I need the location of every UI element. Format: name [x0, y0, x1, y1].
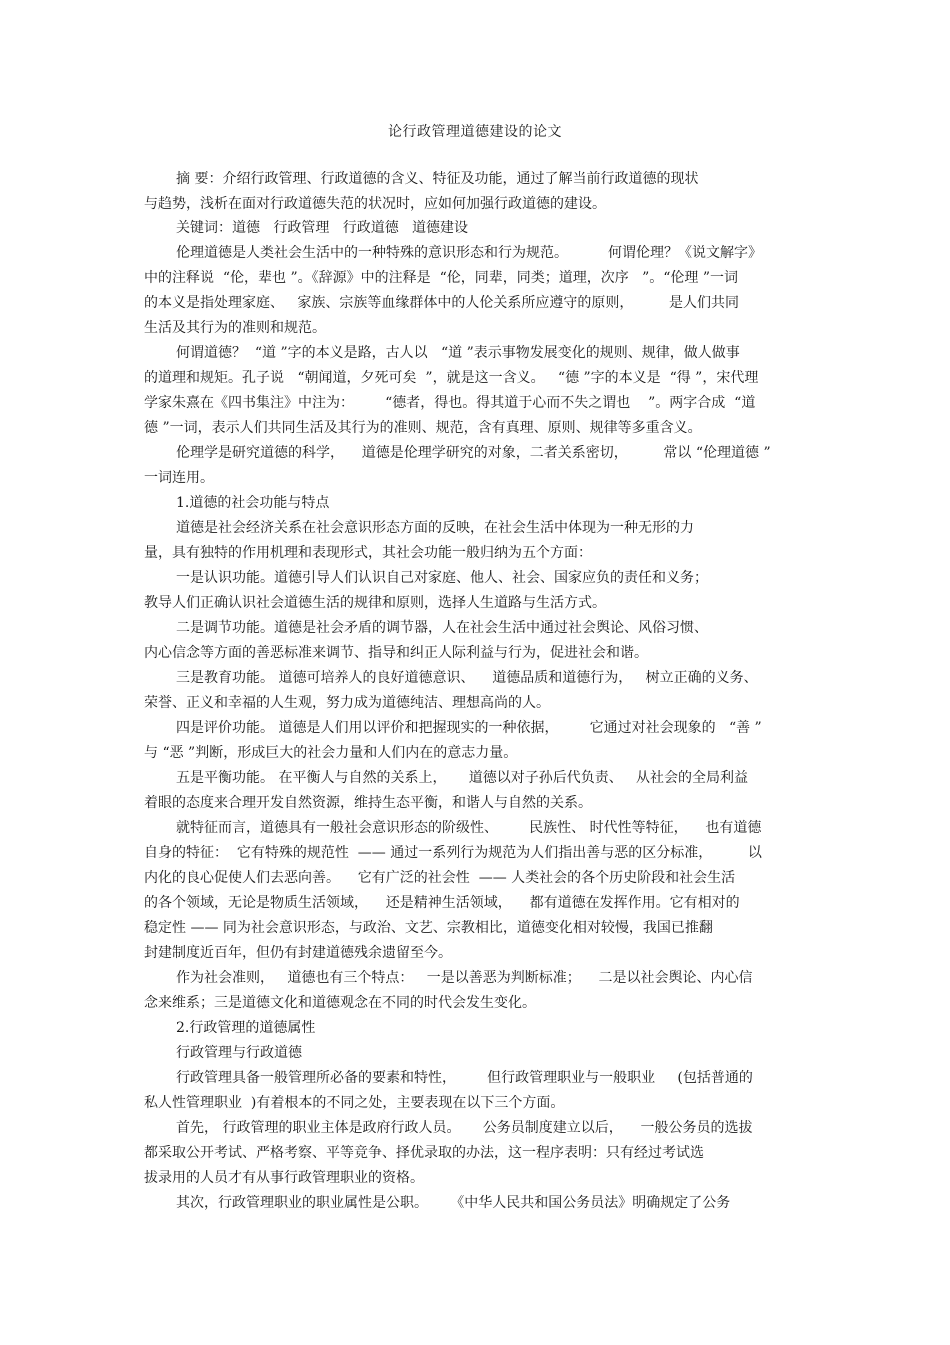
paragraph-line: 生活及其行为的准则和规范。: [144, 320, 326, 336]
paragraph-line: 德 ”一词，表示人们共同生活及其行为的准则、规范，含有真理、原则、规律等多重含义。: [144, 420, 702, 436]
paragraph-line: 行政管理具备一般管理所必备的要素和特性， 但行政管理职业与一般职业 (包括普通的: [176, 1070, 753, 1086]
paragraph-line: 与 “恶 ”判断，形成巨大的社会力量和人们内在的意志力量。: [144, 745, 518, 761]
paragraph-line: 五是平衡功能。 在平衡人与自然的关系上， 道德以对子孙后代负责、 从社会的全局利益: [176, 770, 749, 786]
paragraph-line: 的各个领域，无论是物质生活领域， 还是精神生活领域， 都有道德在发挥作用。它有相对的: [144, 895, 740, 911]
paragraph-line: 内化的良心促使人们去恶向善。 它有广泛的社会性 —— 人类社会的各个历史阶段和社会生活: [144, 870, 736, 886]
subsection-heading: 行政管理与行政道德: [176, 1045, 302, 1061]
paragraph-line: 就特征而言，道德具有一般社会意识形态的阶级性、 民族性、 时代性等特征， 也有道德: [176, 820, 762, 836]
paragraph-line: 其次，行政管理职业的职业属性是公职。 《中华人民共和国公务员法》明确规定了公务: [176, 1195, 731, 1211]
paragraph-line: 中的注释说 “伦，辈也 ”。《辞源》中的注释是 “伦，同辈，同类；道理，次序 ”。“伦理 ”一词: [144, 270, 738, 286]
paragraph-line: 道德是社会经济关系在社会意识形态方面的反映，在社会生活中体现为一种无形的力: [176, 520, 694, 536]
abstract-line-2: 与趋势，浅析在面对行政道德失范的状况时，应如何加强行政道德的建设。: [144, 196, 606, 212]
paragraph-line: 首先， 行政管理的职业主体是政府行政人员。 公务员制度建立以后， 一般公务员的选拔: [176, 1120, 753, 1136]
paragraph-line: 何谓道德？ “道 ”字的本义是路，古人以 “道 ”表示事物发展变化的规则、规律，做人做事: [176, 345, 740, 361]
paragraph-line: 作为社会准则， 道德也有三个特点： 一是以善恶为判断标准； 二是以社会舆论、内心信: [176, 970, 753, 986]
paragraph-line: 教导人们正确认识社会道德生活的规律和原则，选择人生道路与生活方式。: [144, 595, 606, 611]
paragraph-line: 一词连用。: [144, 470, 214, 486]
paragraph-line: 量，具有独特的作用机理和表现形式，其社会功能一般归纳为五个方面：: [144, 545, 592, 561]
section-heading-2: 2.行政管理的道德属性: [176, 1020, 316, 1036]
paragraph-line: 都采取公开考试、严格考察、平等竞争、择优录取的办法，这一程序表明：只有经过考试选: [144, 1145, 704, 1161]
paragraph-line: 稳定性 —— 同为社会意识形态，与政治、文艺、宗教相比，道德变化相对较慢，我国已推翻: [144, 920, 713, 936]
keywords-line: 关键词：道德 行政管理 行政道德 道德建设: [176, 220, 469, 236]
document-title: 论行政管理道德建设的论文: [388, 124, 562, 140]
abstract-line-1: 摘 要：介绍行政管理、行政道德的含义、特征及功能，通过了解当前行政道德的现状: [176, 171, 699, 187]
paragraph-line: 的本义是指处理家庭、 家族、宗族等血缘群体中的人伦关系所应遵守的原则， 是人们共同: [144, 295, 739, 311]
paragraph-line: 伦理学是研究道德的科学， 道德是伦理学研究的对象，二者关系密切， 常以 “伦理道德 ”: [176, 445, 771, 461]
paragraph-line: 着眼的态度来合理开发自然资源，维持生态平衡，和谐人与自然的关系。: [144, 795, 592, 811]
paragraph-line: 一是认识功能。道德引导人们认识自己对家庭、他人、社会、国家应负的责任和义务；: [176, 570, 708, 586]
paragraph-line: 内心信念等方面的善恶标准来调节、指导和纠正人际利益与行为，促进社会和谐。: [144, 645, 648, 661]
paragraph-line: 二是调节功能。道德是社会矛盾的调节器，人在社会生活中通过社会舆论、风俗习惯、: [176, 620, 708, 636]
paragraph-line: 拔录用的人员才有从事行政管理职业的资格。: [144, 1170, 424, 1186]
paragraph-line: 封建制度近百年，但仍有封建道德残余遗留至今。: [144, 945, 452, 961]
paragraph-line: 念来维系；三是道德文化和道德观念在不同的时代会发生变化。: [144, 995, 536, 1011]
paragraph-line: 私人性管理职业 )有着根本的不同之处，主要表现在以下三个方面。: [144, 1095, 565, 1111]
paragraph-line: 的道理和规矩。孔子说 “朝闻道，夕死可矣 ”，就是这一含义。 “德 ”字的本义是 “得 ”，宋代理: [144, 370, 759, 386]
paragraph-line: 伦理道德是人类社会生活中的一种特殊的意识形态和行为规范。 何谓伦理？《说文解字》: [176, 245, 763, 261]
paragraph-line: 自身的特征： 它有特殊的规范性 —— 通过一系列行为规范为人们指出善与恶的区分标准， 以: [144, 845, 762, 861]
paragraph-line: 三是教育功能。 道德可培养人的良好道德意识、 道德品质和道德行为， 树立正确的义务、: [176, 670, 758, 686]
section-heading-1: 1.道德的社会功能与特点: [176, 495, 330, 511]
paragraph-line: 荣誉、正义和幸福的人生观，努力成为道德纯洁、理想高尚的人。: [144, 695, 550, 711]
paragraph-line: 四是评价功能。 道德是人们用以评价和把握现实的一种依据， 它通过对社会现象的 “善 ”: [176, 720, 762, 736]
paragraph-line: 学家朱熹在《四书集注》中注为： “德者，得也。得其道于心而不失之谓也 ”。两字合成 “道: [144, 395, 756, 411]
